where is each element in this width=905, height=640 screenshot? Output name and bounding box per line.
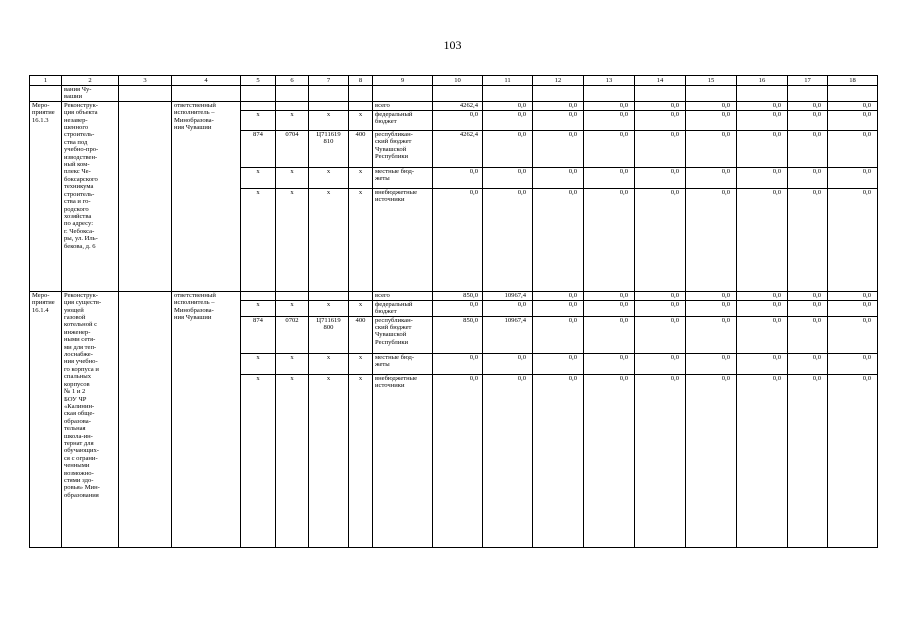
amount-cell: 0,0	[737, 130, 788, 167]
amount-cell: 0,0	[737, 300, 788, 316]
expense-type-cell: х	[349, 300, 373, 316]
section-code-cell: х	[276, 110, 309, 130]
column-number-2: 2	[62, 76, 119, 86]
column-number-4: 4	[172, 76, 241, 86]
column-number-6: 6	[276, 76, 309, 86]
target-article-cell: х	[309, 167, 349, 188]
column-number-7: 7	[309, 76, 349, 86]
funding-source-cell: республикан- ский бюджет Чувашской Республики	[373, 130, 433, 167]
section-code-cell	[276, 291, 309, 300]
target-article-cell: х	[309, 110, 349, 130]
amount-cell: 0,0	[533, 110, 584, 130]
amount-cell: 0,0	[533, 291, 584, 300]
amount-cell: 0,0	[584, 101, 635, 110]
budget-code-cell: х	[241, 300, 276, 316]
amount-cell: 0,0	[433, 300, 483, 316]
budget-code-cell: 874	[241, 316, 276, 353]
target-article-cell	[309, 101, 349, 110]
amount-cell: 0,0	[483, 353, 533, 374]
amount-cell: 0,0	[433, 374, 483, 547]
amount-cell: 0,0	[737, 188, 788, 291]
expense-type-cell	[349, 101, 373, 110]
amount-cell: 0,0	[828, 130, 878, 167]
section-code-cell: х	[276, 167, 309, 188]
funding-row	[30, 291, 878, 300]
column-number-16: 16	[737, 76, 788, 86]
amount-cell: 0,0	[584, 291, 635, 300]
column-number-8: 8	[349, 76, 373, 86]
section-code-cell: х	[276, 300, 309, 316]
amount-cell: 0,0	[635, 110, 686, 130]
amount-cell: 0,0	[483, 130, 533, 167]
amount-cell: 4262,4	[433, 101, 483, 110]
amount-cell: 0,0	[483, 101, 533, 110]
amount-cell: 0,0	[737, 110, 788, 130]
funding-source-cell: федеральный бюджет	[373, 300, 433, 316]
amount-cell: 0,0	[828, 188, 878, 291]
amount-cell: 0,0	[533, 130, 584, 167]
column-number-18: 18	[828, 76, 878, 86]
expense-type-cell: х	[349, 188, 373, 291]
section-code-cell	[276, 101, 309, 110]
amount-cell: 0,0	[788, 167, 828, 188]
funding-source-cell: всего	[373, 101, 433, 110]
expense-type-cell: х	[349, 374, 373, 547]
amount-cell: 0,0	[788, 353, 828, 374]
amount-cell: 0,0	[828, 291, 878, 300]
budget-code-cell: х	[241, 110, 276, 130]
amount-cell: 0,0	[828, 101, 878, 110]
continued-name-cell: вания Чу- вашии	[62, 86, 119, 102]
funding-source-cell: местные бюд- жеты	[373, 353, 433, 374]
funding-source-cell: внебюджетные источники	[373, 374, 433, 547]
section-code-cell: х	[276, 188, 309, 291]
column-number-11: 11	[483, 76, 533, 86]
amount-cell: 10967,4	[483, 316, 533, 353]
budget-code-cell: 874	[241, 130, 276, 167]
amount-cell: 0,0	[533, 353, 584, 374]
amount-cell: 0,0	[686, 291, 737, 300]
amount-cell: 0,0	[635, 291, 686, 300]
amount-cell: 0,0	[584, 188, 635, 291]
measure-name-cell: Реконструк- ция объекта незавер- шенного строитель- ства под учебно-про- изводствен- ный ком- плекс Че- боксарского техникума строитель- ства и го- родского хозяйства по адресу: г. Чебокса- ры, ул. Иль- бекова, д. 6	[62, 101, 119, 291]
target-article-cell: х	[309, 300, 349, 316]
budget-code-cell: х	[241, 374, 276, 547]
measure-name-cell: Реконструк- ция существ- ующей газовой котельной с инженер- ными сетя- ми для теп- лоснабже- ния учебно- го корпуса и спальных корпусов № 1 и 2 БОУ ЧР «Калинин- ская обще- образова- тельная школа-ин- тернат для обучающих- ся с ограни- ченными возможно- стями здо- ровья» Мин- образования	[62, 291, 119, 547]
amount-cell: 0,0	[483, 374, 533, 547]
amount-cell: 0,0	[828, 316, 878, 353]
amount-cell: 0,0	[686, 130, 737, 167]
column-number-5: 5	[241, 76, 276, 86]
amount-cell: 0,0	[828, 110, 878, 130]
column-number-1: 1	[30, 76, 62, 86]
amount-cell: 0,0	[788, 300, 828, 316]
target-article-cell	[309, 291, 349, 300]
amount-cell: 0,0	[433, 110, 483, 130]
amount-cell: 0,0	[686, 374, 737, 547]
amount-cell: 0,0	[533, 101, 584, 110]
amount-cell: 0,0	[686, 300, 737, 316]
page-number: 103	[443, 38, 462, 52]
amount-cell: 0,0	[686, 101, 737, 110]
executor-cell: ответственный исполнитель – Минобразова- ния Чувашии	[172, 291, 241, 547]
column-number-9: 9	[373, 76, 433, 86]
amount-cell: 0,0	[737, 101, 788, 110]
target-article-cell: х	[309, 353, 349, 374]
amount-cell: 0,0	[737, 374, 788, 547]
amount-cell: 0,0	[788, 110, 828, 130]
amount-cell: 0,0	[788, 291, 828, 300]
amount-cell: 0,0	[483, 110, 533, 130]
target-article-cell: Ц711619 800	[309, 316, 349, 353]
amount-cell: 0,0	[584, 167, 635, 188]
funding-source-cell: всего	[373, 291, 433, 300]
amount-cell: 0,0	[584, 316, 635, 353]
amount-cell: 0,0	[584, 374, 635, 547]
funding-source-cell: республикан- ский бюджет Чувашской Республики	[373, 316, 433, 353]
target-article-cell: х	[309, 188, 349, 291]
amount-cell: 0,0	[828, 167, 878, 188]
section-code-cell: х	[276, 353, 309, 374]
target-article-cell: Ц711619 810	[309, 130, 349, 167]
measure-id-cell: Меро- приятие 16.1.4	[30, 291, 62, 547]
section-code-cell: х	[276, 374, 309, 547]
column-number-13: 13	[584, 76, 635, 86]
amount-cell: 0,0	[788, 130, 828, 167]
amount-cell: 0,0	[737, 353, 788, 374]
amount-cell: 0,0	[533, 374, 584, 547]
amount-cell: 0,0	[533, 188, 584, 291]
amount-cell: 0,0	[584, 110, 635, 130]
continuation-row	[30, 86, 878, 102]
budget-code-cell	[241, 101, 276, 110]
column-number-15: 15	[686, 76, 737, 86]
amount-cell: 0,0	[433, 188, 483, 291]
amount-cell: 0,0	[828, 374, 878, 547]
expense-type-cell: х	[349, 167, 373, 188]
amount-cell: 0,0	[584, 300, 635, 316]
amount-cell: 0,0	[635, 316, 686, 353]
expense-type-cell: х	[349, 110, 373, 130]
amount-cell: 0,0	[828, 300, 878, 316]
amount-cell: 0,0	[788, 101, 828, 110]
funding-source-cell: федеральный бюджет	[373, 110, 433, 130]
amount-cell: 0,0	[533, 316, 584, 353]
amount-cell: 0,0	[635, 374, 686, 547]
column-number-12: 12	[533, 76, 584, 86]
executor-cell: ответственный исполнитель – Минобразова- ния Чувашии	[172, 101, 241, 291]
column-number-14: 14	[635, 76, 686, 86]
budget-code-cell	[241, 291, 276, 300]
amount-cell: 0,0	[483, 300, 533, 316]
amount-cell: 0,0	[483, 167, 533, 188]
measure-id-cell: Меро- приятие 16.1.3	[30, 101, 62, 291]
amount-cell: 0,0	[635, 188, 686, 291]
amount-cell: 0,0	[788, 316, 828, 353]
measure-col3-cell	[119, 101, 172, 291]
amount-cell: 850,0	[433, 291, 483, 300]
amount-cell: 0,0	[635, 130, 686, 167]
amount-cell: 0,0	[686, 353, 737, 374]
amount-cell: 0,0	[533, 300, 584, 316]
amount-cell: 0,0	[737, 167, 788, 188]
program-table	[29, 75, 878, 548]
amount-cell: 10967,4	[483, 291, 533, 300]
funding-source-cell: внебюджетные источники	[373, 188, 433, 291]
amount-cell: 0,0	[788, 374, 828, 547]
amount-cell: 0,0	[584, 130, 635, 167]
amount-cell: 0,0	[737, 291, 788, 300]
amount-cell: 4262,4	[433, 130, 483, 167]
amount-cell: 0,0	[433, 167, 483, 188]
amount-cell: 0,0	[737, 316, 788, 353]
measure-col3-cell	[119, 291, 172, 547]
section-code-cell: 0702	[276, 316, 309, 353]
column-number-row	[30, 76, 878, 86]
amount-cell: 0,0	[635, 300, 686, 316]
section-code-cell: 0704	[276, 130, 309, 167]
expense-type-cell: 400	[349, 316, 373, 353]
funding-row	[30, 101, 878, 110]
expense-type-cell	[349, 291, 373, 300]
expense-type-cell: 400	[349, 130, 373, 167]
amount-cell: 0,0	[635, 167, 686, 188]
amount-cell: 0,0	[533, 167, 584, 188]
column-number-10: 10	[433, 76, 483, 86]
target-article-cell: х	[309, 374, 349, 547]
amount-cell: 850,0	[433, 316, 483, 353]
budget-code-cell: х	[241, 167, 276, 188]
funding-source-cell: местные бюд- жеты	[373, 167, 433, 188]
budget-code-cell: х	[241, 353, 276, 374]
amount-cell: 0,0	[686, 188, 737, 291]
amount-cell: 0,0	[828, 353, 878, 374]
amount-cell: 0,0	[635, 353, 686, 374]
amount-cell: 0,0	[788, 188, 828, 291]
column-number-3: 3	[119, 76, 172, 86]
budget-code-cell: х	[241, 188, 276, 291]
amount-cell: 0,0	[584, 353, 635, 374]
amount-cell: 0,0	[635, 101, 686, 110]
amount-cell: 0,0	[686, 110, 737, 130]
amount-cell: 0,0	[433, 353, 483, 374]
amount-cell: 0,0	[686, 167, 737, 188]
column-number-17: 17	[788, 76, 828, 86]
amount-cell: 0,0	[686, 316, 737, 353]
expense-type-cell: х	[349, 353, 373, 374]
amount-cell: 0,0	[483, 188, 533, 291]
